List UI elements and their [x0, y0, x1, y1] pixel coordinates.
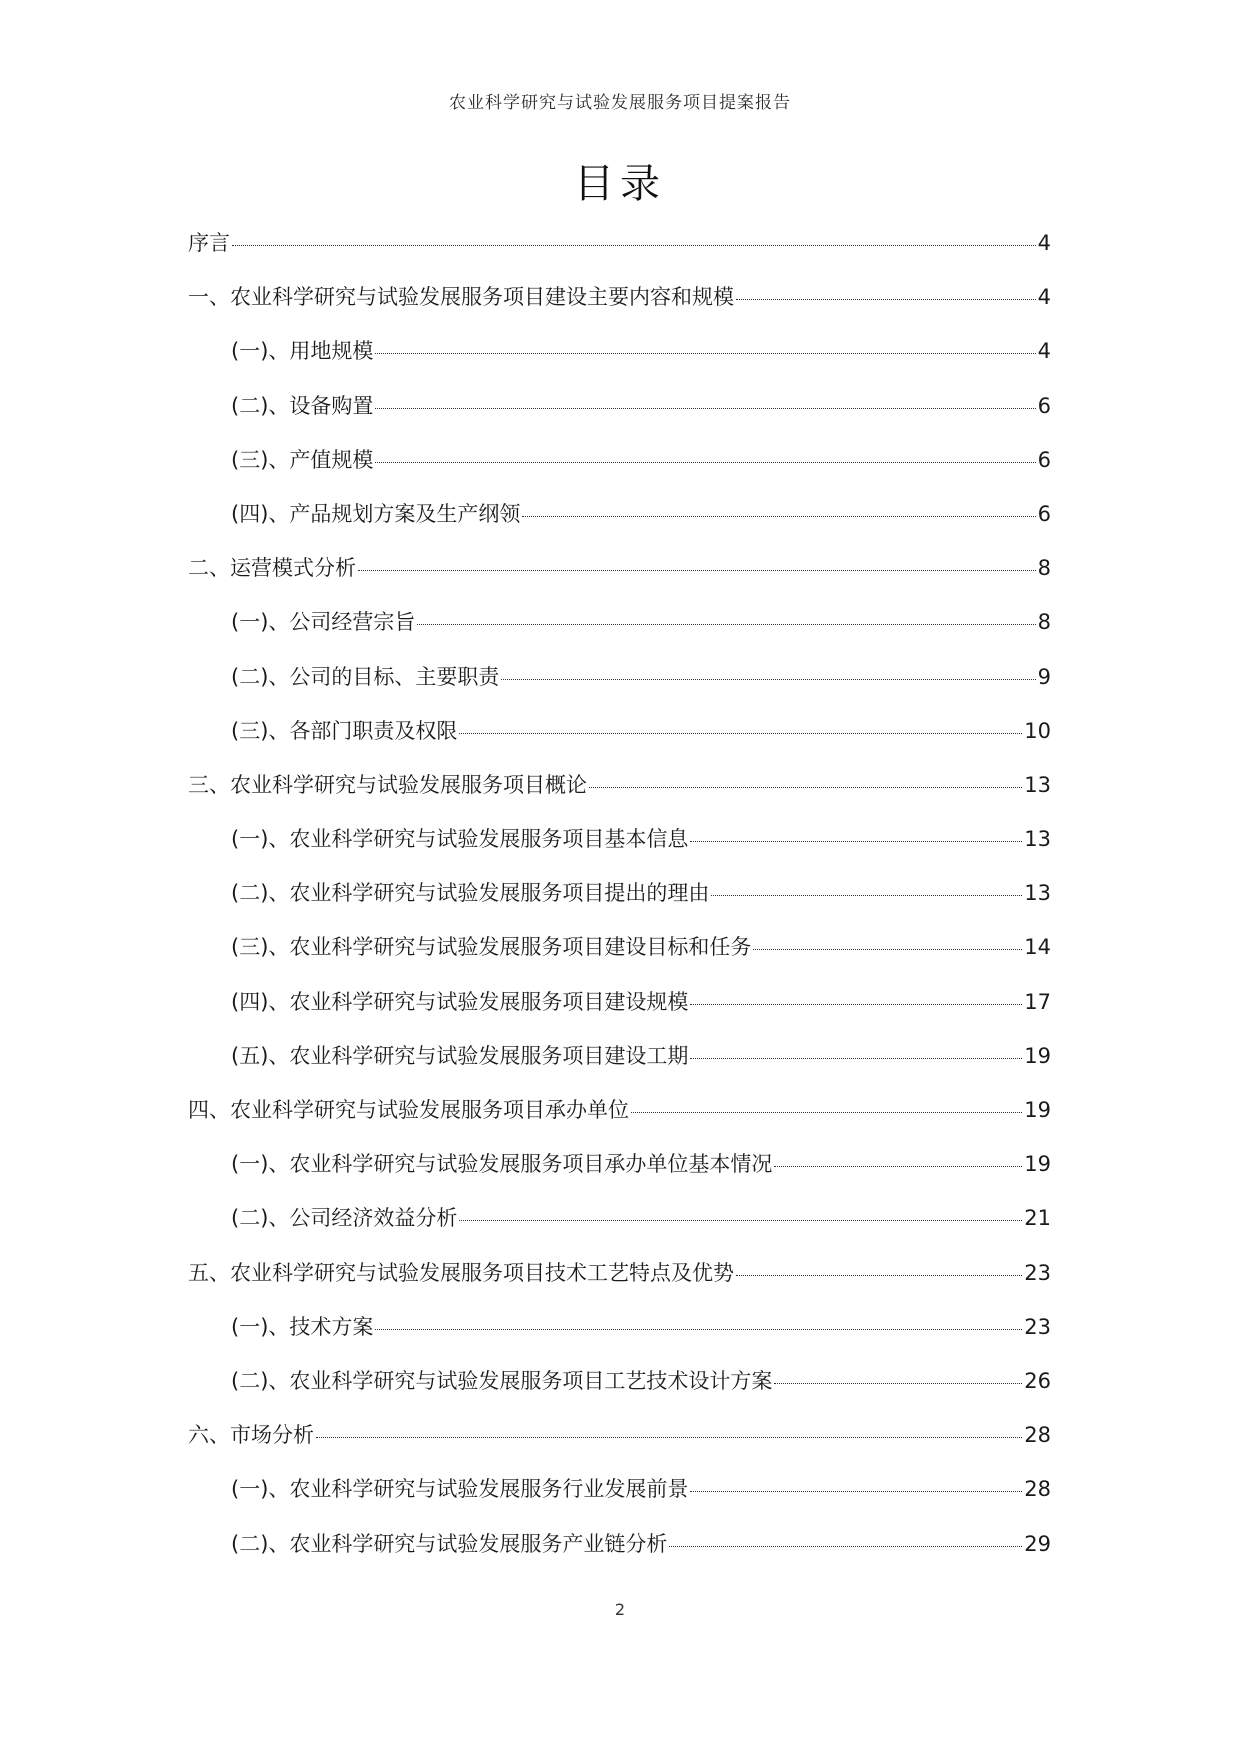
table-of-contents: [188, 227, 1051, 1582]
toc-entry-label: 序言: [188, 231, 230, 255]
dot-leader: [711, 895, 1022, 896]
toc-entry[interactable]: [188, 606, 1051, 660]
toc-entry-page: 4: [1037, 231, 1051, 255]
toc-entry-page: 19: [1024, 1098, 1051, 1122]
dot-leader: [589, 787, 1022, 788]
toc-entry-label: (二)、农业科学研究与试验发展服务产业链分析: [231, 1531, 668, 1556]
dot-leader: [232, 245, 1036, 246]
toc-entry-label: 二、运营模式分析: [188, 556, 356, 581]
dot-leader: [631, 1112, 1022, 1113]
toc-entry-label: (四)、农业科学研究与试验发展服务项目建设规模: [231, 989, 689, 1014]
toc-entry-label: (一)、用地规模: [231, 339, 374, 364]
toc-entry[interactable]: [188, 281, 1051, 335]
dot-leader: [417, 624, 1035, 625]
toc-entry-page: 8: [1037, 556, 1051, 581]
toc-entry-page: 6: [1037, 447, 1051, 472]
toc-entry-label: (三)、各部门职责及权限: [231, 718, 458, 743]
toc-entry-label: (二)、农业科学研究与试验发展服务项目提出的理由: [231, 881, 710, 906]
toc-entry-label: (二)、公司经济效益分析: [231, 1206, 458, 1231]
toc-entry-page: 10: [1024, 718, 1051, 743]
toc-entry[interactable]: [188, 390, 1051, 444]
dot-leader: [459, 1220, 1022, 1221]
toc-entry-label: (一)、公司经营宗旨: [231, 610, 416, 635]
toc-entry-label: (五)、农业科学研究与试验发展服务项目建设工期: [231, 1043, 689, 1068]
toc-entry-label: (一)、农业科学研究与试验发展服务项目承办单位基本情况: [231, 1152, 773, 1177]
dot-leader: [690, 1058, 1022, 1059]
toc-entry-page: 23: [1024, 1314, 1051, 1339]
toc-entry[interactable]: [188, 1094, 1051, 1148]
toc-entry-page: 14: [1024, 935, 1051, 960]
toc-entry[interactable]: [188, 931, 1051, 985]
toc-entry[interactable]: [188, 1528, 1051, 1582]
toc-title: 目录: [574, 161, 666, 207]
dot-leader: [375, 462, 1035, 463]
toc-entry-page: 17: [1024, 989, 1051, 1014]
dot-leader: [375, 353, 1035, 354]
toc-entry[interactable]: [188, 335, 1051, 389]
toc-entry-label: 三、农业科学研究与试验发展服务项目概论: [188, 772, 587, 797]
toc-entry[interactable]: [188, 986, 1051, 1040]
toc-entry-label: 四、农业科学研究与试验发展服务项目承办单位: [188, 1098, 629, 1122]
toc-entry-label: (一)、农业科学研究与试验发展服务项目基本信息: [231, 827, 689, 852]
dot-leader: [690, 841, 1022, 842]
toc-entry-label: (四)、产品规划方案及生产纲领: [231, 501, 521, 526]
toc-entry-label: (一)、农业科学研究与试验发展服务行业发展前景: [231, 1477, 689, 1502]
toc-entry-page: 9: [1037, 664, 1051, 689]
toc-entry[interactable]: [188, 823, 1051, 877]
toc-entry-page: 4: [1037, 339, 1051, 364]
toc-entry[interactable]: [188, 1419, 1051, 1473]
dot-leader: [690, 1004, 1022, 1005]
dot-leader: [375, 1329, 1022, 1330]
dot-leader: [358, 570, 1036, 571]
toc-entry[interactable]: [188, 769, 1051, 823]
toc-entry[interactable]: [188, 1257, 1051, 1311]
dot-leader: [375, 408, 1035, 409]
toc-entry[interactable]: [188, 1365, 1051, 1419]
dot-leader: [522, 516, 1035, 517]
toc-entry-page: 6: [1037, 501, 1051, 526]
toc-entry-page: 29: [1024, 1531, 1051, 1556]
toc-entry-page: 21: [1024, 1206, 1051, 1231]
toc-entry[interactable]: [188, 1473, 1051, 1527]
toc-entry-page: 23: [1024, 1260, 1051, 1285]
toc-entry-label: 一、农业科学研究与试验发展服务项目建设主要内容和规模: [188, 285, 734, 310]
dot-leader: [774, 1166, 1022, 1167]
dot-leader: [736, 299, 1036, 300]
toc-entry-label: (二)、农业科学研究与试验发展服务项目工艺技术设计方案: [231, 1368, 773, 1393]
toc-entry-page: 13: [1024, 772, 1051, 797]
toc-entry-page: 26: [1024, 1368, 1051, 1393]
dot-leader: [316, 1437, 1022, 1438]
toc-entry[interactable]: [188, 444, 1051, 498]
toc-entry-label: (三)、农业科学研究与试验发展服务项目建设目标和任务: [231, 935, 752, 960]
toc-entry-label: 六、市场分析: [188, 1423, 314, 1448]
toc-entry[interactable]: [188, 877, 1051, 931]
toc-entry-label: (二)、公司的目标、主要职责: [231, 664, 500, 689]
toc-entry-page: 4: [1037, 285, 1051, 310]
dot-leader: [459, 733, 1022, 734]
toc-entry[interactable]: [188, 498, 1051, 552]
dot-leader: [501, 679, 1035, 680]
toc-entry[interactable]: [188, 1202, 1051, 1256]
dot-leader: [774, 1383, 1022, 1384]
toc-entry[interactable]: [188, 661, 1051, 715]
dot-leader: [690, 1491, 1022, 1492]
toc-entry[interactable]: [188, 227, 1051, 281]
toc-entry-page: 28: [1024, 1477, 1051, 1502]
dot-leader: [669, 1546, 1022, 1547]
toc-entry-page: 13: [1024, 881, 1051, 906]
toc-entry-page: 6: [1037, 393, 1051, 418]
toc-entry-page: 19: [1024, 1152, 1051, 1177]
dot-leader: [736, 1275, 1022, 1276]
toc-entry[interactable]: [188, 1311, 1051, 1365]
toc-entry[interactable]: [188, 552, 1051, 606]
toc-entry-page: 19: [1024, 1043, 1051, 1068]
page-number: 2: [614, 1600, 626, 1619]
toc-entry[interactable]: [188, 715, 1051, 769]
toc-entry-label: (二)、设备购置: [231, 393, 374, 418]
toc-entry-label: (三)、产值规模: [231, 447, 374, 472]
toc-entry[interactable]: [188, 1148, 1051, 1202]
dot-leader: [753, 949, 1022, 950]
running-header: 农业科学研究与试验发展服务项目提案报告: [449, 93, 791, 113]
toc-entry-label: 五、农业科学研究与试验发展服务项目技术工艺特点及优势: [188, 1260, 734, 1285]
toc-entry-page: 28: [1024, 1423, 1051, 1448]
toc-entry[interactable]: [188, 1040, 1051, 1094]
toc-entry-page: 13: [1024, 827, 1051, 852]
toc-entry-label: (一)、技术方案: [231, 1314, 374, 1339]
toc-entry-page: 8: [1037, 610, 1051, 635]
